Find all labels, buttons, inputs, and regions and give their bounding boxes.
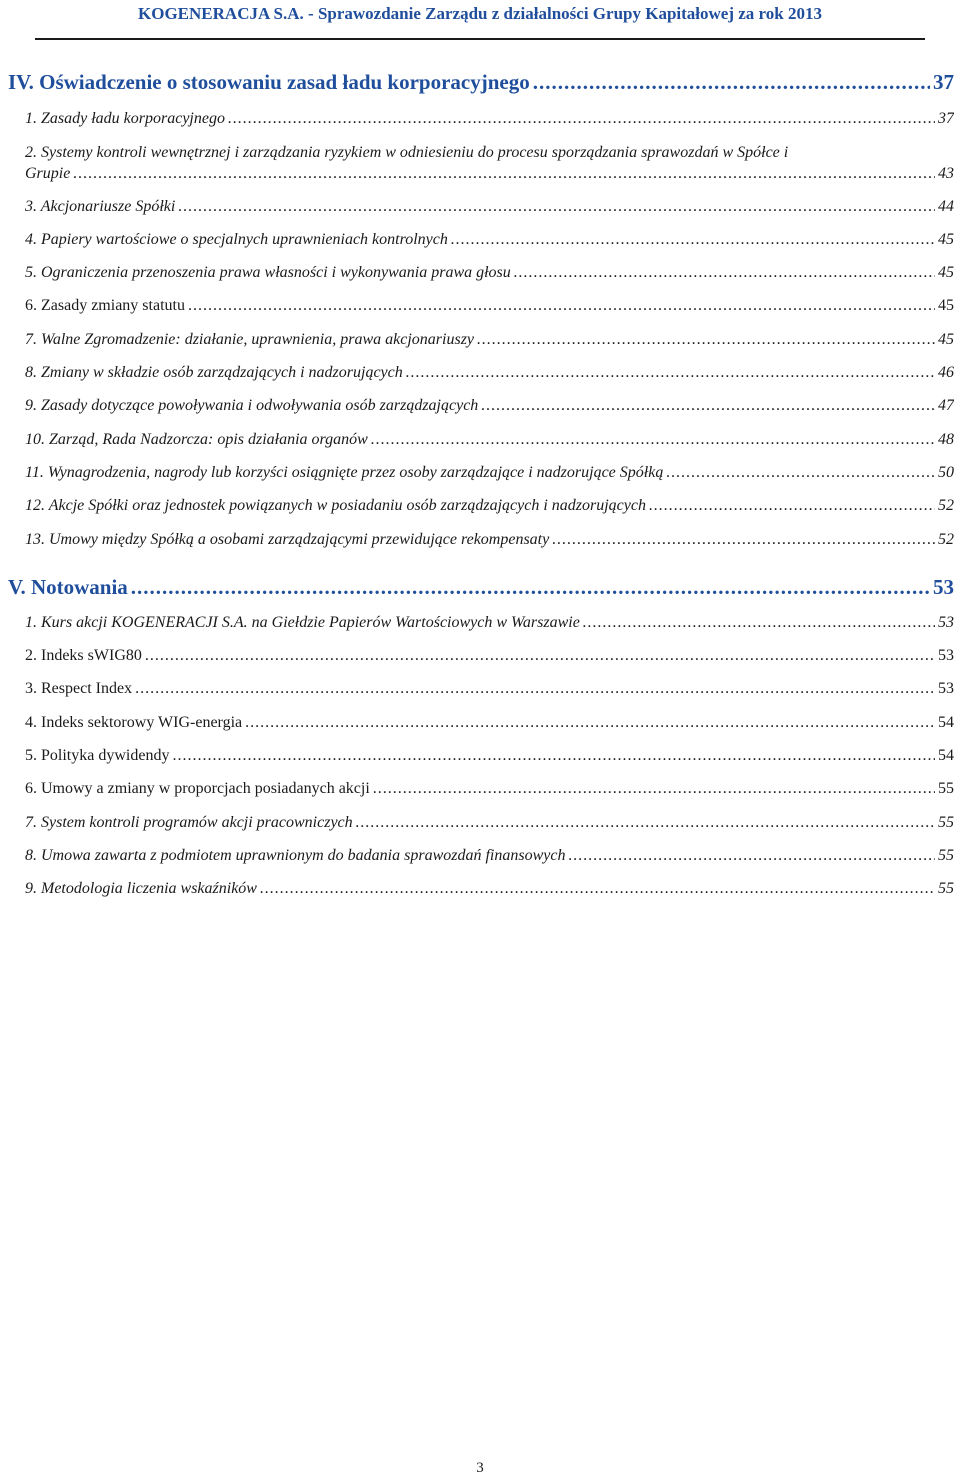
toc-page-number: 52 — [938, 531, 954, 548]
toc-item[interactable] — [25, 747, 954, 769]
toc-section-title: V. Notowania — [8, 575, 128, 599]
toc-leader-dots — [260, 880, 935, 898]
toc-item-label: 10. Zarząd, Rada Nadzorcza: opis działania organów — [25, 431, 368, 448]
toc-item[interactable] — [25, 497, 954, 519]
toc-page-number: 55 — [938, 880, 954, 897]
toc-page-number: 48 — [938, 431, 954, 448]
toc-leader-dots — [583, 614, 935, 632]
toc-leader-dots — [514, 264, 935, 282]
toc-item-label: 3. Akcjonariusze Spółki — [25, 198, 176, 215]
toc-page-number: 45 — [938, 264, 954, 281]
toc-page-number: 55 — [938, 847, 954, 864]
toc-item[interactable] — [25, 780, 954, 802]
toc-item-label: 6. Zasady zmiany statutu — [25, 297, 185, 314]
toc-leader-dots — [135, 680, 935, 698]
toc-page-number: 44 — [938, 198, 954, 215]
toc-leader-dots — [451, 231, 935, 249]
toc-item[interactable] — [25, 614, 954, 636]
toc-leader-dots — [178, 198, 935, 216]
toc-item[interactable] — [25, 847, 954, 869]
toc-item-label: 5. Ograniczenia przenoszenia prawa własności i wykonywania prawa głosu — [25, 264, 511, 281]
toc-item[interactable] — [25, 714, 954, 736]
toc-item-line[interactable]: 2. Systemy kontroli wewnętrznej i zarządzania ryzykiem w odniesieniu do procesu sporządzania sprawozdań w Spółce i — [25, 144, 789, 161]
toc-item[interactable] — [25, 531, 954, 553]
toc-item-label: 2. Indeks sWIG80 — [25, 647, 142, 664]
toc-page-number: 53 — [938, 647, 954, 664]
toc-page-number: 53 — [933, 575, 954, 599]
toc-leader-dots — [172, 747, 935, 765]
toc-leader-dots — [131, 575, 930, 600]
page-number: 3 — [476, 1460, 484, 1476]
toc-item-label: 5. Polityka dywidendy — [25, 747, 170, 764]
toc-page-number: 55 — [938, 780, 954, 797]
toc-leader-dots — [73, 165, 935, 183]
toc-item-label: 7. Walne Zgromadzenie: działanie, uprawnienia, prawa akcjonariuszy — [25, 331, 475, 348]
toc-leader-dots — [477, 331, 935, 349]
toc-page-number: 53 — [938, 680, 954, 697]
toc-page-number: 45 — [938, 297, 954, 314]
toc-leader-dots — [188, 297, 935, 315]
toc-item-label: 12. Akcje Spółki oraz jednostek powiązanych w posiadaniu osób zarządzających i nadzorujących — [25, 497, 646, 514]
document-header: KOGENERACJA S.A. - Sprawozdanie Zarządu z działalności Grupy Kapitałowej za rok 2013 — [138, 4, 822, 23]
toc-item-label: 8. Zmiany w składzie osób zarządzających i nadzorujących — [25, 364, 403, 381]
toc-section-v[interactable] — [8, 575, 954, 601]
toc-item[interactable] — [25, 647, 954, 669]
toc-leader-dots — [481, 397, 935, 415]
toc-page-number: 50 — [938, 464, 954, 481]
toc-page-number: 45 — [938, 231, 954, 248]
toc-leader-dots — [371, 431, 935, 449]
toc-item[interactable] — [25, 110, 954, 132]
toc-leader-dots — [356, 814, 935, 832]
toc-item-label: 1. Zasady ładu korporacyjnego — [25, 110, 225, 127]
toc-item-label: 4. Papiery wartościowe o specjalnych uprawnieniach kontrolnych — [25, 231, 448, 248]
toc-item[interactable] — [25, 880, 954, 902]
toc-item[interactable] — [25, 364, 954, 386]
toc-page-number: 43 — [938, 165, 954, 182]
toc-item[interactable] — [25, 264, 954, 286]
toc-section-title: IV. Oświadczenie o stosowaniu zasad ładu korporacyjnego — [8, 70, 530, 94]
toc-leader-dots — [145, 647, 935, 665]
toc-page-number: 37 — [933, 70, 954, 94]
toc-section-iv[interactable] — [8, 70, 954, 96]
header-divider — [35, 38, 925, 40]
toc-item[interactable] — [25, 397, 954, 419]
toc-item-label: 13. Umowy między Spółką a osobami zarządzającymi przewidujące rekompensaty — [25, 531, 550, 548]
toc-item-label: 8. Umowa zawarta z podmiotem uprawnionym do badania sprawozdań finansowych — [25, 847, 566, 864]
toc-item-label: 4. Indeks sektorowy WIG-energia — [25, 714, 243, 731]
toc-page-number: 46 — [938, 364, 954, 381]
toc-page-number: 52 — [938, 497, 954, 514]
toc-item[interactable] — [25, 680, 954, 702]
toc-leader-dots — [533, 70, 930, 95]
toc-item-label: 1. Kurs akcji KOGENERACJI S.A. na Giełdzie Papierów Wartościowych w Warszawie — [25, 614, 580, 631]
toc-page-number: 54 — [938, 747, 954, 764]
toc-item[interactable] — [25, 231, 954, 253]
toc-item-label: 11. Wynagrodzenia, nagrody lub korzyści osiągnięte przez osoby zarządzające i nadzorujące Spółką — [25, 464, 664, 481]
toc-leader-dots — [245, 714, 935, 732]
toc-item[interactable] — [25, 814, 954, 836]
toc-page-number: 47 — [938, 397, 954, 414]
toc-page-number: 54 — [938, 714, 954, 731]
toc-leader-dots — [228, 110, 935, 128]
toc-leader-dots — [373, 780, 935, 798]
toc-item[interactable] — [25, 165, 954, 187]
toc-page-number: 53 — [938, 614, 954, 631]
toc-item-label: 9. Metodologia liczenia wskaźników — [25, 880, 257, 897]
toc-item-label: Grupie — [25, 165, 71, 182]
toc-item[interactable] — [25, 331, 954, 353]
toc-item[interactable] — [25, 431, 954, 453]
toc-page-number: 37 — [938, 110, 954, 127]
toc-item[interactable] — [25, 297, 954, 319]
toc-leader-dots — [552, 531, 935, 549]
toc-leader-dots — [666, 464, 935, 482]
toc-leader-dots — [568, 847, 935, 865]
toc-item[interactable] — [25, 198, 954, 220]
toc-item[interactable] — [25, 464, 954, 486]
toc-item-label: 3. Respect Index — [25, 680, 133, 697]
toc-page-number: 45 — [938, 331, 954, 348]
toc-item-label: 6. Umowy a zmiany w proporcjach posiadanych akcji — [25, 780, 370, 797]
toc-item-label: 7. System kontroli programów akcji pracowniczych — [25, 814, 353, 831]
toc-leader-dots — [649, 497, 935, 515]
toc-leader-dots — [406, 364, 935, 382]
toc-page-number: 55 — [938, 814, 954, 831]
toc-item-label: 9. Zasady dotyczące powoływania i odwoływania osób zarządzających — [25, 397, 479, 414]
